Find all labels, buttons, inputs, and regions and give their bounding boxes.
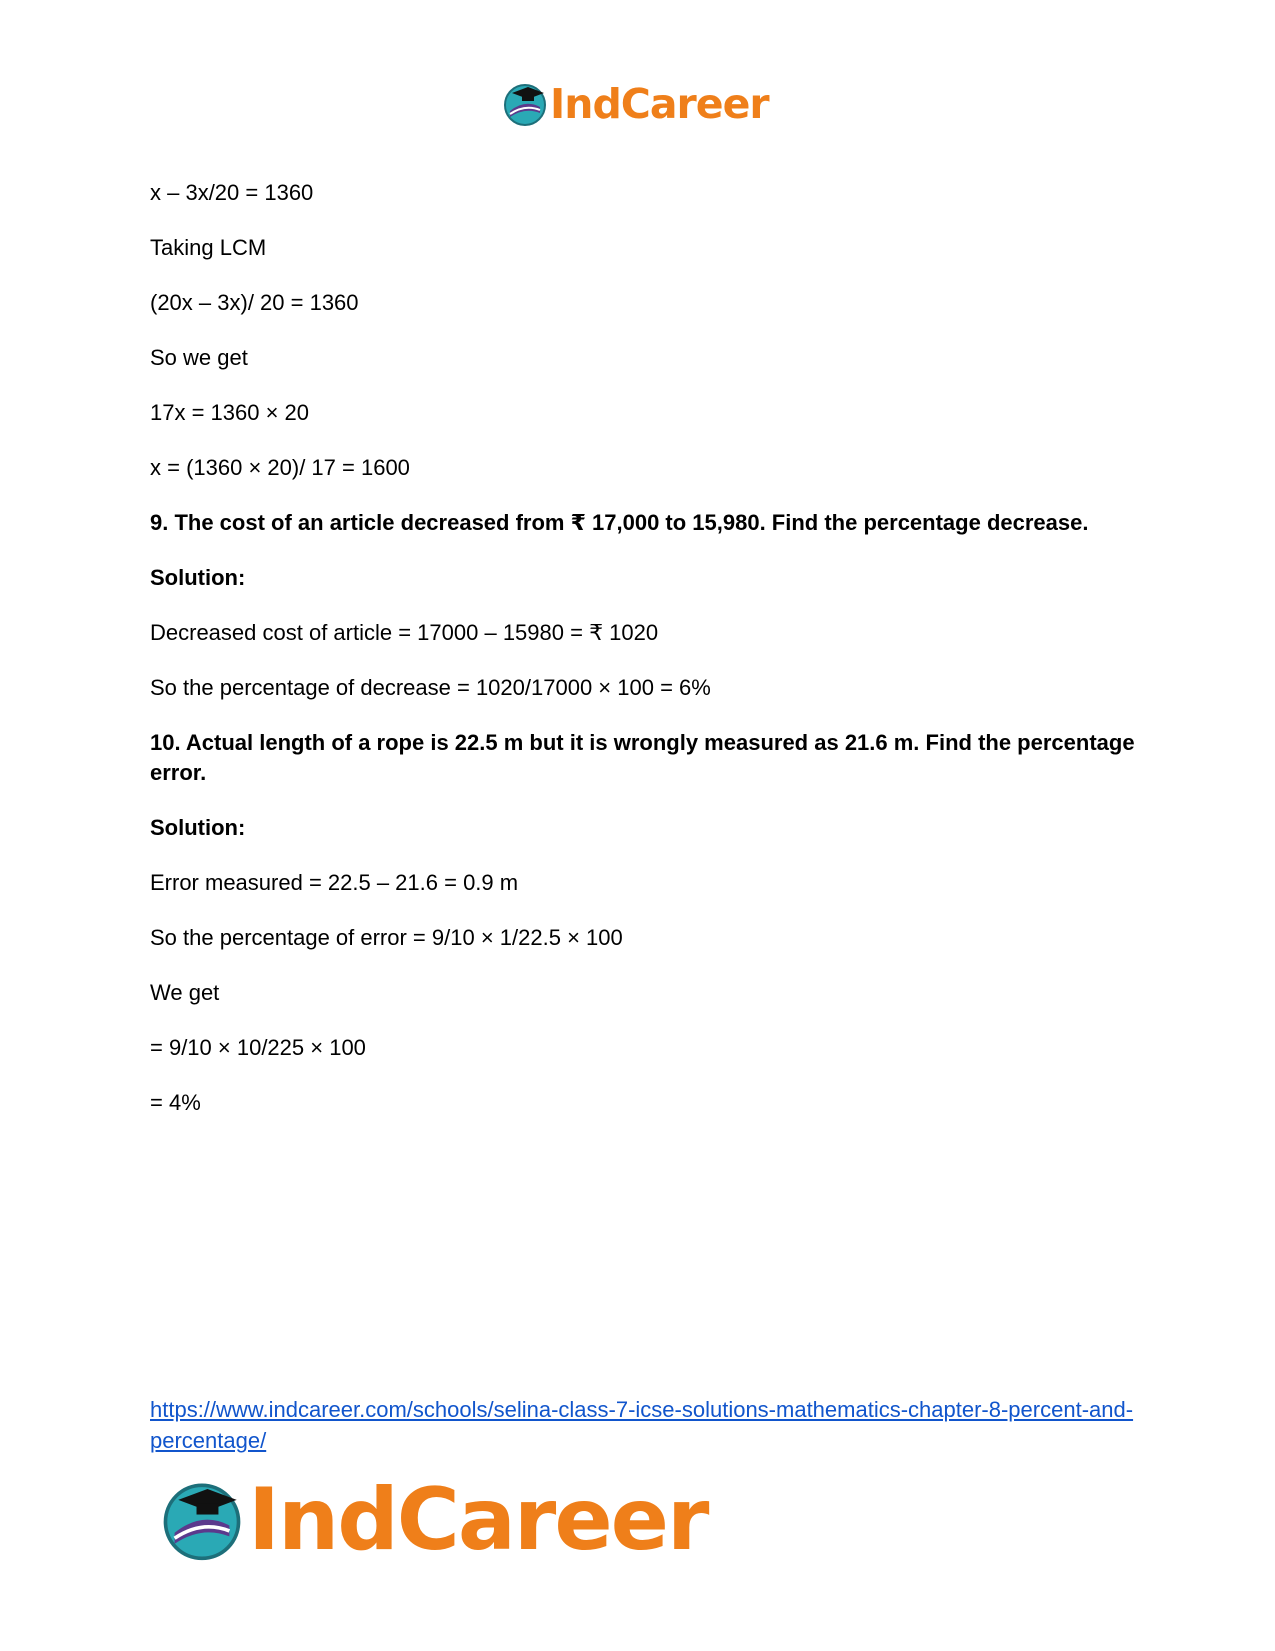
solution-line: 17x = 1360 × 20 [150, 400, 310, 425]
globe-graduation-cap-icon [502, 81, 548, 127]
question-text: 9. The cost of an article decreased from ₹ 17,000 to 15,980. Find the percentage decrease. [150, 510, 1089, 535]
source-link[interactable]: https://www.indcareer.com/schools/selina-class-7-icse-solutions-mathematics-chapter-8-percent-and-percentage/ [150, 1397, 1134, 1453]
footer-logo [160, 1470, 707, 1570]
solution-line: Taking LCM [150, 235, 267, 260]
globe-graduation-cap-icon [160, 1478, 244, 1562]
solution-line: So the percentage of error = 9/10 × 1/22.5 × 100 [150, 925, 623, 950]
solution-line: We get [150, 980, 220, 1005]
solution-line: = 9/10 × 10/225 × 100 [150, 1035, 366, 1060]
solution-line: = 4% [150, 1090, 201, 1115]
solution-line: x – 3x/20 = 1360 [150, 180, 314, 205]
logo-wordmark: IndCareer [550, 80, 769, 128]
document-body [150, 178, 1140, 1143]
solution-line: Decreased cost of article = 17000 – 15980 = ₹ 1020 [150, 620, 659, 645]
solution-line: So we get [150, 345, 248, 370]
question-text: 10. Actual length of a rope is 22.5 m but it is wrongly measured as 21.6 m. Find the percentage error. [150, 730, 1141, 785]
header-logo [502, 80, 769, 128]
question-text: Solution: [150, 815, 246, 840]
solution-line: Error measured = 22.5 – 21.6 = 0.9 m [150, 870, 519, 895]
solution-line: x = (1360 × 20)/ 17 = 1600 [150, 455, 410, 480]
question-text: Solution: [150, 565, 246, 590]
logo-wordmark: IndCareer [248, 1470, 708, 1570]
solution-line: (20x – 3x)/ 20 = 1360 [150, 290, 359, 315]
solution-line: So the percentage of decrease = 1020/17000 × 100 = 6% [150, 675, 711, 700]
